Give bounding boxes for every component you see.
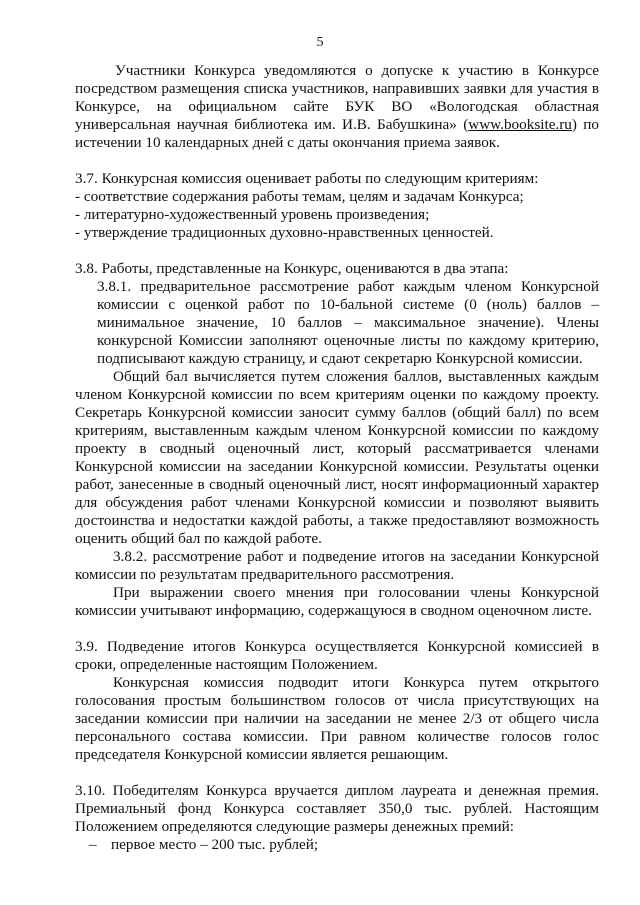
criterion-item: - утверждение традиционных духовно-нравственных ценностей. [75, 224, 494, 241]
participants-notice [75, 62, 599, 152]
document-body [75, 62, 599, 854]
page-number: 5 [316, 35, 324, 50]
section-3-10-body: 3.10. Победителям Конкурса вручается диплом лауреата и денежная премия. Премиальный фонд Конкурса составляет 350,0 тыс. рублей. Настоящим Положением определяются следующие размеры денежных премий: [75, 782, 599, 835]
criterion-item: - литературно-художественный уровень произведения; [75, 206, 430, 223]
prize-first-place: первое место – 200 тыс. рублей; [111, 836, 319, 853]
section-3-7-heading: 3.7. Конкурсная комиссия оценивает работы по следующим критериям: [75, 170, 539, 187]
section-3-9-heading: 3.9. Подведение итогов Конкурса осуществляется Конкурсной комиссией в сроки, определенные настоящим Положением. [75, 638, 599, 673]
dash-marker: – [89, 836, 97, 853]
booksite-link[interactable]: www.booksite.ru [468, 116, 572, 133]
section-3-9-body: Конкурсная комиссия подводит итоги Конкурса путем открытого голосования простым большинством голосов от числа присутствующих на заседании комиссии при наличии на заседании не менее 2/3 от общего числа персонального состава комиссии. При равном количестве голосов голос председателя Конкурсной комиссии является решающим. [75, 674, 599, 763]
subsection-3-8-2: 3.8.2. рассмотрение работ и подведение итогов на заседании Конкурсной комиссии по результатам предварительного рассмотрения. [75, 548, 599, 583]
prize-list-item [75, 836, 599, 854]
notice-text-start: Участники Конкурса уведомляются о допуске к участию в Конкурсе посредством размещения списка участников, направивших заявки для участия в Конкурсе, на официальном сайте БУК ВО «Вологодская областная универсальная научная библиотека им. И.В. Бабушкина» ( [75, 62, 599, 133]
criterion-item: - соответствие содержания работы темам, целям и задачам Конкурса; [75, 188, 524, 205]
notice-text-end: ) по истечении 10 календарных дней с даты окончания приема заявок. [75, 116, 599, 151]
total-score-paragraph: Общий бал вычисляется путем сложения баллов, выставленных каждым членом Конкурсной комиссии по всем критериям оценки по каждому проекту. Секретарь Конкурсной комиссии заносит сумму баллов (общий балл) по всем критериям, выставленным каждым членом Конкурсной комиссии по каждому проекту в сводный оценочный лист, который рассматривается членами Конкурсной комиссии на заседании Конкурсной комиссии. Результаты оценки работ, занесенные в сводный оценочный лист, носят информационный характер для обсуждения работ членами Конкурсной комиссии и позволяют выявить достоинства и недостатки каждой работы, а также предоставляют возможность оценить общий бал по каждой работе. [75, 368, 599, 547]
voting-paragraph: При выражении своего мнения при голосовании члены Конкурсной комиссии учитывают информацию, содержащуюся в сводном оценочном листе. [75, 584, 599, 619]
subsection-3-8-1: 3.8.1. предварительное рассмотрение работ каждым членом Конкурсной комиссии с оценкой работ по 10-бальной системе (0 (ноль) баллов – минимальное значение, 10 баллов – максимальное значение). Члены конкурсной Комиссии заполняют оценочные листы по каждому критерию, подписывают каждую страницу, и сдают секретарю Конкурсной комиссии. [97, 278, 599, 367]
section-3-8-heading: 3.8. Работы, представленные на Конкурс, оцениваются в два этапа: [75, 260, 509, 277]
